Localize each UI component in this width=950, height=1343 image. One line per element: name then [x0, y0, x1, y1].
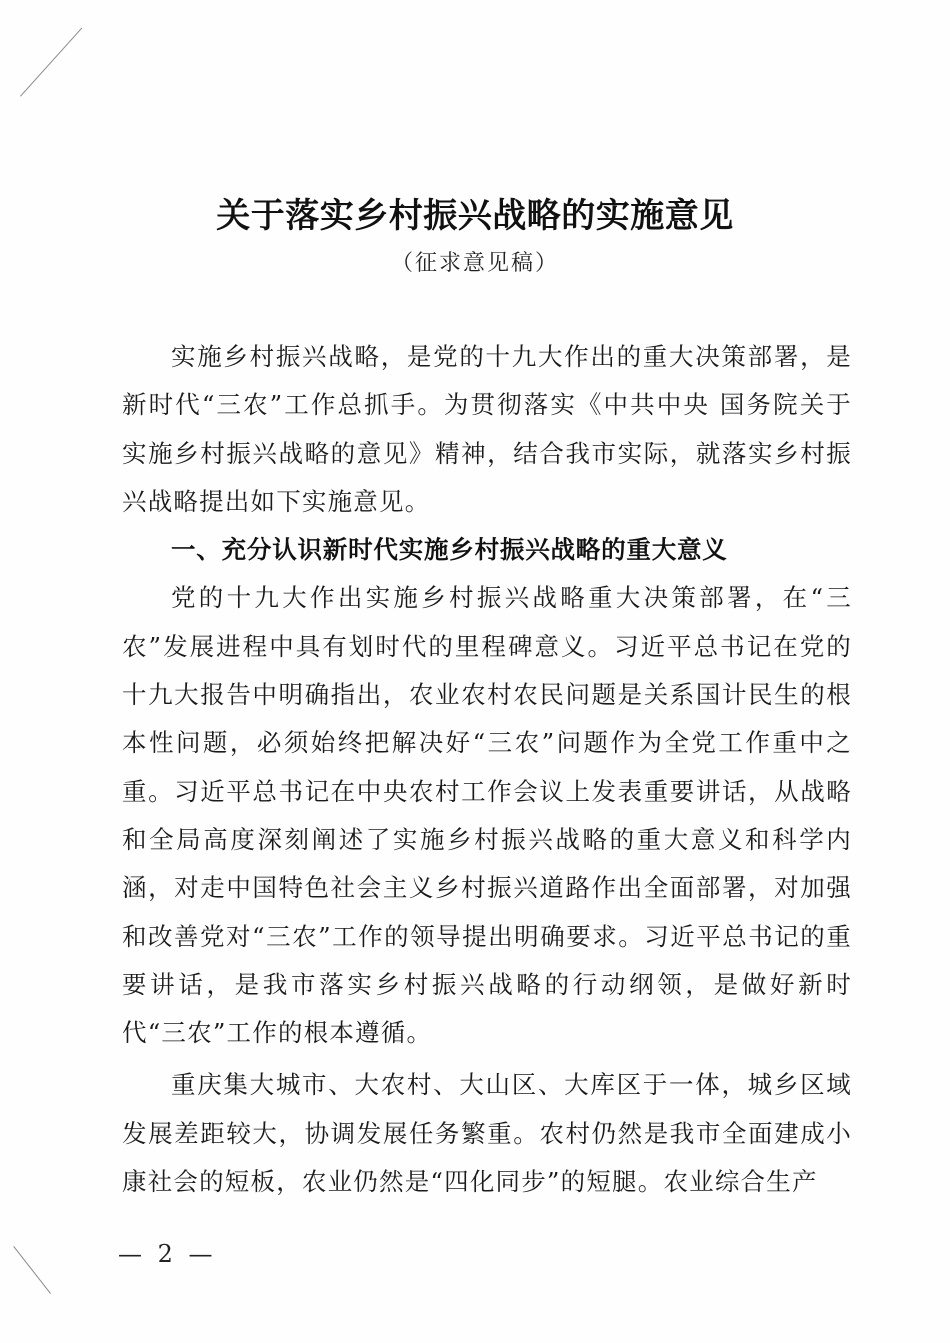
body-paragraph: 党的十九大作出实施乡村振兴战略重大决策部署，在“三农”发展进程中具有划时代的里程碑意义。习近平总书记在党的十九大报告中明确指出，农业农村农民问题是关系国计民生的根本性问题，必须始终把解决好“三农”问题作为全党工作重中之重。习近平总书记在中央农村工作会议上发表重要讲话，从战略和全局高度深刻阐述了实施乡村振兴战略的重大意义和科学内涵，对走中国特色社会主义乡村振兴道路作出全面部署，对加强和改善党对“三农”工作的领导提出明确要求。习近平总书记的重要讲话，是我市落实乡村振兴战略的行动纲领，是做好新时代“三农”工作的根本遵循。 [122, 583, 852, 1048]
scan-artifact-line [20, 28, 82, 97]
document-title: 关于落实乡村振兴战略的实施意见 [216, 196, 734, 236]
body-paragraph: 重庆集大城市、大农村、大山区、大库区于一体，城乡区域发展差距较大，协调发展任务繁重。农村仍然是我市全面建成小康社会的短板，农业仍然是“四化同步”的短腿。农业综合生产 [122, 1070, 852, 1197]
document-subtitle: （征求意见稿） [390, 251, 559, 276]
intro-paragraph: 实施乡村振兴战略，是党的十九大作出的重大决策部署，是新时代“三农”工作总抓手。为贯彻落实《中共中央 国务院关于实施乡村振兴战略的意见》精神，结合我市实际，就落实乡村振兴战略提出如下实施意见。 [122, 342, 852, 516]
page-number: — 2 — [118, 1240, 217, 1268]
document-body [122, 333, 852, 1206]
section-heading: 一、充分认识新时代实施乡村振兴战略的重大意义 [171, 535, 728, 565]
scan-artifact-line [13, 1246, 51, 1294]
